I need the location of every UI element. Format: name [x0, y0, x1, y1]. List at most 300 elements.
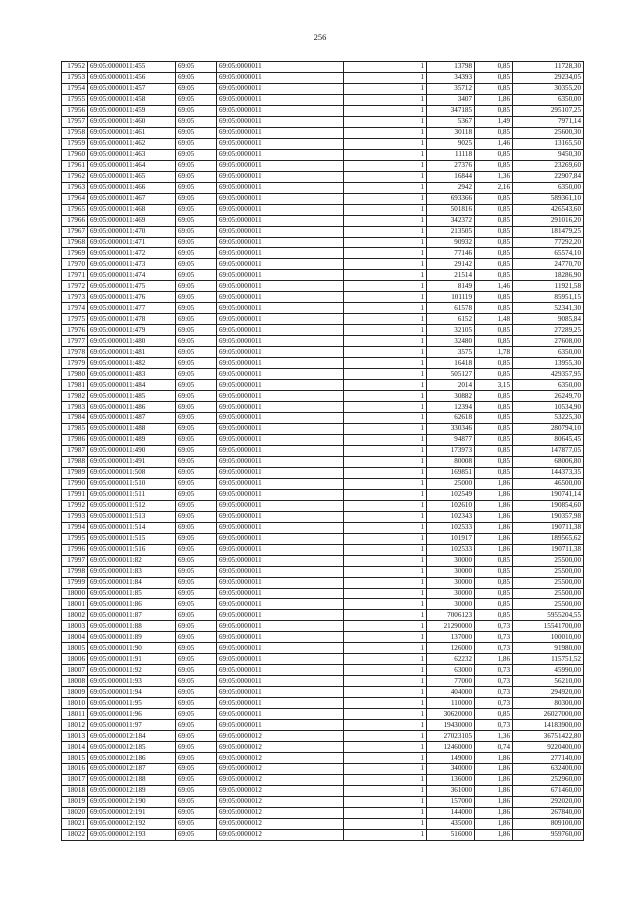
rate-cell: 1,86 — [475, 796, 513, 807]
value-cell: 25500,00 — [513, 588, 584, 599]
value-cell: 68006,80 — [513, 456, 584, 467]
district-code-cell: 69:05 — [176, 171, 217, 182]
district-code-cell: 69:05 — [176, 62, 217, 73]
quarter-code-cell: 69:05:0000011 — [217, 226, 344, 237]
district-code-cell: 69:05 — [176, 489, 217, 500]
quarter-code-cell: 69:05:0000011 — [217, 665, 344, 676]
quarter-code-cell: 69:05:0000012 — [217, 764, 344, 775]
cadastral-value-table — [61, 61, 584, 841]
value-cell: 11921,58 — [513, 281, 584, 292]
table-row — [62, 720, 584, 731]
count-cell: 1 — [344, 171, 427, 182]
district-code-cell: 69:05 — [176, 303, 217, 314]
district-code-cell: 69:05 — [176, 105, 217, 116]
cadastral-number-cell: 69:05:0000011:459 — [88, 105, 176, 116]
row-number-cell: 17995 — [62, 533, 88, 544]
quarter-code-cell: 69:05:0000011 — [217, 62, 344, 73]
cadastral-number-cell: 69:05:0000011:473 — [88, 259, 176, 270]
count-cell: 1 — [344, 544, 427, 555]
quarter-code-cell: 69:05:0000012 — [217, 807, 344, 818]
count-cell: 1 — [344, 248, 427, 259]
district-code-cell: 69:05 — [176, 160, 217, 171]
area-cell: 9025 — [427, 138, 475, 149]
cadastral-number-cell: 69:05:0000011:84 — [88, 577, 176, 588]
count-cell: 1 — [344, 325, 427, 336]
district-code-cell: 69:05 — [176, 325, 217, 336]
area-cell: 330346 — [427, 423, 475, 434]
count-cell: 1 — [344, 347, 427, 358]
row-number-cell: 18020 — [62, 807, 88, 818]
table-row — [62, 709, 584, 720]
count-cell: 1 — [344, 467, 427, 478]
value-cell: 56210,00 — [513, 676, 584, 687]
row-number-cell: 17982 — [62, 391, 88, 402]
area-cell: 80008 — [427, 456, 475, 467]
count-cell: 1 — [344, 105, 427, 116]
value-cell: 45990,00 — [513, 665, 584, 676]
cadastral-number-cell: 69:05:0000011:465 — [88, 171, 176, 182]
page-number: 256 — [313, 32, 327, 42]
table-row — [62, 347, 584, 358]
value-cell: 52341,30 — [513, 303, 584, 314]
row-number-cell: 17976 — [62, 325, 88, 336]
rate-cell: 0,85 — [475, 105, 513, 116]
quarter-code-cell: 69:05:0000012 — [217, 796, 344, 807]
rate-cell: 1,48 — [475, 314, 513, 325]
area-cell: 149000 — [427, 753, 475, 764]
count-cell: 1 — [344, 665, 427, 676]
quarter-code-cell: 69:05:0000011 — [217, 325, 344, 336]
area-cell: 32105 — [427, 325, 475, 336]
quarter-code-cell: 69:05:0000011 — [217, 709, 344, 720]
quarter-code-cell: 69:05:0000011 — [217, 347, 344, 358]
district-code-cell: 69:05 — [176, 456, 217, 467]
cadastral-number-cell: 69:05:0000011:479 — [88, 325, 176, 336]
value-cell: 277140,00 — [513, 753, 584, 764]
cadastral-number-cell: 69:05:0000011:95 — [88, 698, 176, 709]
count-cell: 1 — [344, 676, 427, 687]
quarter-code-cell: 69:05:0000011 — [217, 599, 344, 610]
count-cell: 1 — [344, 742, 427, 753]
district-code-cell: 69:05 — [176, 336, 217, 347]
quarter-code-cell: 69:05:0000011 — [217, 72, 344, 83]
count-cell: 1 — [344, 402, 427, 413]
table-row — [62, 237, 584, 248]
table-row — [62, 445, 584, 456]
quarter-code-cell: 69:05:0000011 — [217, 687, 344, 698]
count-cell: 1 — [344, 610, 427, 621]
quarter-code-cell: 69:05:0000011 — [217, 402, 344, 413]
quarter-code-cell: 69:05:0000011 — [217, 544, 344, 555]
value-cell: 25500,00 — [513, 577, 584, 588]
quarter-code-cell: 69:05:0000012 — [217, 829, 344, 840]
district-code-cell: 69:05 — [176, 402, 217, 413]
area-cell: 7006123 — [427, 610, 475, 621]
cadastral-number-cell: 69:05:0000012:189 — [88, 785, 176, 796]
quarter-code-cell: 69:05:0000011 — [217, 369, 344, 380]
rate-cell: 0,73 — [475, 720, 513, 731]
row-number-cell: 17994 — [62, 522, 88, 533]
quarter-code-cell: 69:05:0000011 — [217, 204, 344, 215]
cadastral-number-cell: 69:05:0000011:88 — [88, 621, 176, 632]
count-cell: 1 — [344, 237, 427, 248]
row-number-cell: 17972 — [62, 281, 88, 292]
area-cell: 12460000 — [427, 742, 475, 753]
value-cell: 280794,10 — [513, 423, 584, 434]
table-row — [62, 402, 584, 413]
table-row — [62, 105, 584, 116]
district-code-cell: 69:05 — [176, 599, 217, 610]
row-number-cell: 18010 — [62, 698, 88, 709]
count-cell: 1 — [344, 478, 427, 489]
district-code-cell: 69:05 — [176, 511, 217, 522]
district-code-cell: 69:05 — [176, 369, 217, 380]
cadastral-number-cell: 69:05:0000011:483 — [88, 369, 176, 380]
district-code-cell: 69:05 — [176, 807, 217, 818]
quarter-code-cell: 69:05:0000011 — [217, 500, 344, 511]
table-row — [62, 160, 584, 171]
cadastral-number-cell: 69:05:0000012:190 — [88, 796, 176, 807]
rate-cell: 0,85 — [475, 369, 513, 380]
table-row — [62, 742, 584, 753]
cadastral-number-cell: 69:05:0000011:491 — [88, 456, 176, 467]
row-number-cell: 18015 — [62, 753, 88, 764]
table-row — [62, 325, 584, 336]
table-row — [62, 182, 584, 193]
cadastral-number-cell: 69:05:0000011:476 — [88, 292, 176, 303]
table-row — [62, 72, 584, 83]
table-row — [62, 303, 584, 314]
area-cell: 90932 — [427, 237, 475, 248]
table-row — [62, 764, 584, 775]
rate-cell: 0,73 — [475, 643, 513, 654]
quarter-code-cell: 69:05:0000011 — [217, 588, 344, 599]
row-number-cell: 17987 — [62, 445, 88, 456]
table-row — [62, 731, 584, 742]
district-code-cell: 69:05 — [176, 774, 217, 785]
count-cell: 1 — [344, 62, 427, 73]
area-cell: 8149 — [427, 281, 475, 292]
count-cell: 1 — [344, 204, 427, 215]
district-code-cell: 69:05 — [176, 127, 217, 138]
value-cell: 9220400,00 — [513, 742, 584, 753]
quarter-code-cell: 69:05:0000011 — [217, 314, 344, 325]
value-cell: 632400,00 — [513, 764, 584, 775]
cadastral-number-cell: 69:05:0000011:457 — [88, 83, 176, 94]
district-code-cell: 69:05 — [176, 434, 217, 445]
count-cell: 1 — [344, 643, 427, 654]
rate-cell: 0,85 — [475, 226, 513, 237]
cadastral-number-cell: 69:05:0000011:471 — [88, 237, 176, 248]
row-number-cell: 18005 — [62, 643, 88, 654]
value-cell: 14183900,00 — [513, 720, 584, 731]
rate-cell: 1,46 — [475, 281, 513, 292]
area-cell: 27376 — [427, 160, 475, 171]
cadastral-number-cell: 69:05:0000012:188 — [88, 774, 176, 785]
row-number-cell: 17989 — [62, 467, 88, 478]
area-cell: 35712 — [427, 83, 475, 94]
area-cell: 5367 — [427, 116, 475, 127]
table-row — [62, 94, 584, 105]
district-code-cell: 69:05 — [176, 588, 217, 599]
count-cell: 1 — [344, 72, 427, 83]
quarter-code-cell: 69:05:0000011 — [217, 456, 344, 467]
area-cell: 30000 — [427, 599, 475, 610]
table-row — [62, 423, 584, 434]
table-row — [62, 566, 584, 577]
value-cell: 426543,60 — [513, 204, 584, 215]
row-number-cell: 17964 — [62, 193, 88, 204]
value-cell: 115751,52 — [513, 654, 584, 665]
cadastral-number-cell: 69:05:0000011:462 — [88, 138, 176, 149]
rate-cell: 0,85 — [475, 325, 513, 336]
cadastral-number-cell: 69:05:0000011:487 — [88, 413, 176, 424]
quarter-code-cell: 69:05:0000011 — [217, 292, 344, 303]
count-cell: 1 — [344, 511, 427, 522]
rate-cell: 0,85 — [475, 709, 513, 720]
table-row — [62, 456, 584, 467]
district-code-cell: 69:05 — [176, 237, 217, 248]
row-number-cell: 17958 — [62, 127, 88, 138]
table-row — [62, 171, 584, 182]
rate-cell: 1,86 — [475, 478, 513, 489]
area-cell: 30000 — [427, 588, 475, 599]
quarter-code-cell: 69:05:0000011 — [217, 533, 344, 544]
district-code-cell: 69:05 — [176, 610, 217, 621]
rate-cell: 1,86 — [475, 807, 513, 818]
district-code-cell: 69:05 — [176, 413, 217, 424]
table-row — [62, 632, 584, 643]
cadastral-number-cell: 69:05:0000011:469 — [88, 215, 176, 226]
value-cell: 189565,62 — [513, 533, 584, 544]
table-row — [62, 204, 584, 215]
cadastral-number-cell: 69:05:0000011:490 — [88, 445, 176, 456]
table-row — [62, 467, 584, 478]
district-code-cell: 69:05 — [176, 380, 217, 391]
value-cell: 959760,00 — [513, 829, 584, 840]
value-cell: 190711,38 — [513, 522, 584, 533]
quarter-code-cell: 69:05:0000011 — [217, 391, 344, 402]
value-cell: 91980,00 — [513, 643, 584, 654]
count-cell: 1 — [344, 687, 427, 698]
rate-cell: 0,73 — [475, 632, 513, 643]
row-number-cell: 17988 — [62, 456, 88, 467]
cadastral-number-cell: 69:05:0000011:90 — [88, 643, 176, 654]
rate-cell: 1,86 — [475, 94, 513, 105]
quarter-code-cell: 69:05:0000011 — [217, 160, 344, 171]
value-cell: 7971,14 — [513, 116, 584, 127]
cadastral-number-cell: 69:05:0000011:485 — [88, 391, 176, 402]
area-cell: 30000 — [427, 577, 475, 588]
value-cell: 6350,00 — [513, 94, 584, 105]
rate-cell: 0,85 — [475, 160, 513, 171]
rate-cell: 0,73 — [475, 687, 513, 698]
rate-cell: 1,36 — [475, 171, 513, 182]
cadastral-number-cell: 69:05:0000011:83 — [88, 566, 176, 577]
cadastral-number-cell: 69:05:0000012:193 — [88, 829, 176, 840]
rate-cell: 0,85 — [475, 413, 513, 424]
rate-cell: 0,73 — [475, 665, 513, 676]
rate-cell: 1,86 — [475, 511, 513, 522]
cadastral-number-cell: 69:05:0000011:92 — [88, 665, 176, 676]
rate-cell: 0,73 — [475, 698, 513, 709]
rate-cell: 0,85 — [475, 62, 513, 73]
quarter-code-cell: 69:05:0000011 — [217, 654, 344, 665]
row-number-cell: 17952 — [62, 62, 88, 73]
table-row — [62, 413, 584, 424]
table-row — [62, 698, 584, 709]
quarter-code-cell: 69:05:0000011 — [217, 511, 344, 522]
cadastral-number-cell: 69:05:0000011:484 — [88, 380, 176, 391]
value-cell: 26249,70 — [513, 391, 584, 402]
cadastral-number-cell: 69:05:0000011:85 — [88, 588, 176, 599]
quarter-code-cell: 69:05:0000011 — [217, 522, 344, 533]
district-code-cell: 69:05 — [176, 500, 217, 511]
count-cell: 1 — [344, 698, 427, 709]
district-code-cell: 69:05 — [176, 149, 217, 160]
count-cell: 1 — [344, 94, 427, 105]
value-cell: 6350,00 — [513, 380, 584, 391]
area-cell: 61578 — [427, 303, 475, 314]
count-cell: 1 — [344, 336, 427, 347]
count-cell: 1 — [344, 720, 427, 731]
table-row — [62, 127, 584, 138]
count-cell: 1 — [344, 160, 427, 171]
value-cell: 36751422,80 — [513, 731, 584, 742]
district-code-cell: 69:05 — [176, 215, 217, 226]
cadastral-number-cell: 69:05:0000011:481 — [88, 347, 176, 358]
district-code-cell: 69:05 — [176, 138, 217, 149]
cadastral-number-cell: 69:05:0000012:192 — [88, 818, 176, 829]
cadastral-number-cell: 69:05:0000011:486 — [88, 402, 176, 413]
district-code-cell: 69:05 — [176, 544, 217, 555]
district-code-cell: 69:05 — [176, 478, 217, 489]
value-cell: 29234,05 — [513, 72, 584, 83]
row-number-cell: 18003 — [62, 621, 88, 632]
value-cell: 429357,95 — [513, 369, 584, 380]
cadastral-number-cell: 69:05:0000011:461 — [88, 127, 176, 138]
value-cell: 190741,14 — [513, 489, 584, 500]
table-row — [62, 829, 584, 840]
area-cell: 34393 — [427, 72, 475, 83]
table-row — [62, 489, 584, 500]
quarter-code-cell: 69:05:0000011 — [217, 445, 344, 456]
rate-cell: 0,85 — [475, 434, 513, 445]
row-number-cell: 17965 — [62, 204, 88, 215]
row-number-cell: 17975 — [62, 314, 88, 325]
value-cell: 80300,00 — [513, 698, 584, 709]
count-cell: 1 — [344, 566, 427, 577]
cadastral-number-cell: 69:05:0000011:93 — [88, 676, 176, 687]
row-number-cell: 18017 — [62, 774, 88, 785]
area-cell: 693366 — [427, 193, 475, 204]
district-code-cell: 69:05 — [176, 785, 217, 796]
row-number-cell: 17993 — [62, 511, 88, 522]
rate-cell: 0,85 — [475, 467, 513, 478]
value-cell: 9450,30 — [513, 149, 584, 160]
area-cell: 62618 — [427, 413, 475, 424]
cadastral-number-cell: 69:05:0000011:513 — [88, 511, 176, 522]
value-cell: 190854,60 — [513, 500, 584, 511]
count-cell: 1 — [344, 182, 427, 193]
row-number-cell: 17955 — [62, 94, 88, 105]
rate-cell: 0,73 — [475, 621, 513, 632]
area-cell: 30620000 — [427, 709, 475, 720]
cadastral-number-cell: 69:05:0000011:89 — [88, 632, 176, 643]
cadastral-number-cell: 69:05:0000011:470 — [88, 226, 176, 237]
district-code-cell: 69:05 — [176, 676, 217, 687]
area-cell: 11118 — [427, 149, 475, 160]
row-number-cell: 17956 — [62, 105, 88, 116]
rate-cell: 1,86 — [475, 785, 513, 796]
count-cell: 1 — [344, 764, 427, 775]
count-cell: 1 — [344, 391, 427, 402]
quarter-code-cell: 69:05:0000011 — [217, 138, 344, 149]
area-cell: 505127 — [427, 369, 475, 380]
rate-cell: 0,85 — [475, 204, 513, 215]
district-code-cell: 69:05 — [176, 698, 217, 709]
quarter-code-cell: 69:05:0000011 — [217, 259, 344, 270]
area-cell: 21290000 — [427, 621, 475, 632]
cadastral-number-cell: 69:05:0000011:97 — [88, 720, 176, 731]
quarter-code-cell: 69:05:0000011 — [217, 270, 344, 281]
area-cell: 12394 — [427, 402, 475, 413]
value-cell: 13165,50 — [513, 138, 584, 149]
table-row — [62, 116, 584, 127]
table-row — [62, 62, 584, 73]
district-code-cell: 69:05 — [176, 358, 217, 369]
quarter-code-cell: 69:05:0000012 — [217, 818, 344, 829]
value-cell: 181479,25 — [513, 226, 584, 237]
quarter-code-cell: 69:05:0000012 — [217, 753, 344, 764]
row-number-cell: 17954 — [62, 83, 88, 94]
table-row — [62, 478, 584, 489]
area-cell: 30000 — [427, 555, 475, 566]
cadastral-number-cell: 69:05:0000011:512 — [88, 500, 176, 511]
rate-cell: 0,85 — [475, 336, 513, 347]
row-number-cell: 17959 — [62, 138, 88, 149]
area-cell: 102610 — [427, 500, 475, 511]
value-cell: 80645,45 — [513, 434, 584, 445]
district-code-cell: 69:05 — [176, 116, 217, 127]
row-number-cell: 18016 — [62, 764, 88, 775]
count-cell: 1 — [344, 796, 427, 807]
cadastral-number-cell: 69:05:0000012:186 — [88, 753, 176, 764]
area-cell: 501816 — [427, 204, 475, 215]
table-row — [62, 511, 584, 522]
table-row — [62, 555, 584, 566]
count-cell: 1 — [344, 632, 427, 643]
quarter-code-cell: 69:05:0000011 — [217, 237, 344, 248]
area-cell: 173973 — [427, 445, 475, 456]
count-cell: 1 — [344, 577, 427, 588]
quarter-code-cell: 69:05:0000011 — [217, 171, 344, 182]
area-cell: 144000 — [427, 807, 475, 818]
area-cell: 136000 — [427, 774, 475, 785]
value-cell: 18286,90 — [513, 270, 584, 281]
cadastral-number-cell: 69:05:0000011:474 — [88, 270, 176, 281]
district-code-cell: 69:05 — [176, 555, 217, 566]
district-code-cell: 69:05 — [176, 391, 217, 402]
row-number-cell: 17960 — [62, 149, 88, 160]
quarter-code-cell: 69:05:0000011 — [217, 116, 344, 127]
row-number-cell: 18004 — [62, 632, 88, 643]
district-code-cell: 69:05 — [176, 270, 217, 281]
quarter-code-cell: 69:05:0000011 — [217, 413, 344, 424]
rate-cell: 0,85 — [475, 445, 513, 456]
row-number-cell: 17966 — [62, 215, 88, 226]
area-cell: 101917 — [427, 533, 475, 544]
